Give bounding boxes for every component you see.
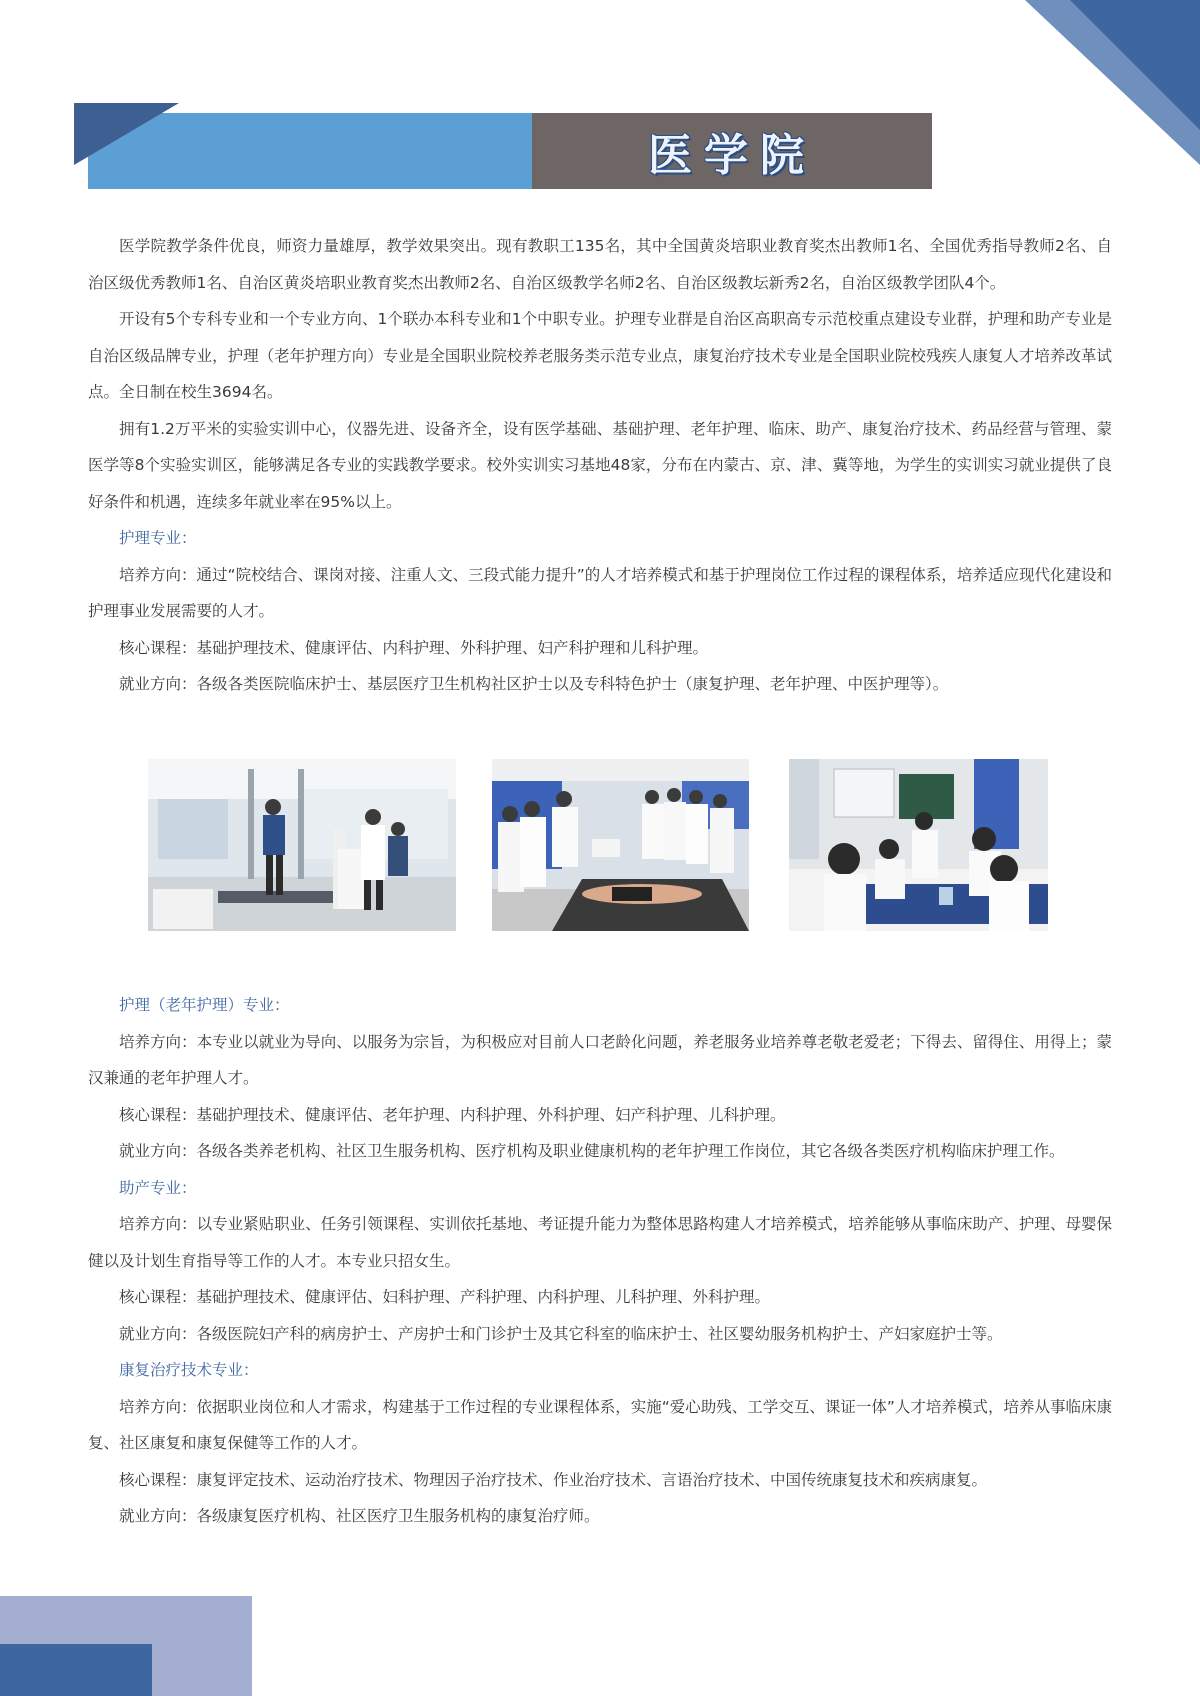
- nursing-practice-photo: [492, 759, 749, 931]
- major-courses: 核心课程：基础护理技术、健康评估、老年护理、内科护理、外科护理、妇产科护理、儿科护理。: [119, 1105, 786, 1124]
- major-heading-nursing: 护理专业：: [119, 529, 197, 547]
- major-heading-midwifery: 助产专业：: [119, 1178, 197, 1197]
- corner-decoration-bottom-left-dark: [0, 1644, 152, 1696]
- major-heading-rehabilitation: 康复治疗技术专业：: [119, 1361, 259, 1379]
- major-courses: 核心课程：基础护理技术、健康评估、妇科护理、产科护理、内科护理、儿科护理、外科护理。: [119, 1288, 771, 1306]
- intro-paragraph: 医学院教学条件优良，师资力量雄厚，教学效果突出。现有教职工135名，其中全国黄炎培职业教育奖杰出教师1名、全国优秀指导教师2名、自治区级优秀教师1名、自治区黄炎培职业教育奖杰出教师2名、自治区级教学名师2名、自治区级教坛新秀2名，自治区级教学团队4个。: [88, 237, 1112, 292]
- major-courses: 核心课程：基础护理技术、健康评估、内科护理、外科护理、妇产科护理和儿科护理。: [119, 638, 709, 657]
- major-heading-elderly-nursing: 护理（老年护理）专业：: [119, 996, 290, 1014]
- intro-paragraph: 拥有1.2万平米的实验实训中心，仪器先进、设备齐全，设有医学基础、基础护理、老年护理、临床、助产、康复治疗技术、药品经营与管理、蒙医学等8个实验实训区，能够满足各专业的实践教学要求。校外实训实习基地48家，分布在内蒙古、京、津、冀等地，为学生的实训实习就业提供了良好条件和机遇，连续多年就业率在95%以上。: [88, 419, 1112, 511]
- major-employment: 就业方向：各级医院妇产科的病房护士、产房护士和门诊护士及其它科室的临床护士、社区婴幼服务机构护士、产妇家庭护士等。: [119, 1324, 1003, 1343]
- major-employment: 就业方向：各级各类医院临床护士、基层医疗卫生机构社区护士以及专科特色护士（康复护理、老年护理、中医护理等）。: [119, 675, 949, 693]
- major-employment: 就业方向：各级各类养老机构、社区卫生服务机构、医疗机构及职业健康机构的老年护理工作岗位，其它各级各类医疗机构临床护理工作。: [119, 1142, 1065, 1160]
- majors-section: [88, 987, 1112, 1535]
- major-training: 培养方向：本专业以就业为导向、以服务为宗旨，为积极应对目前人口老龄化问题，养老服务业培养尊老敬老爱老；下得去、留得住、用得上；蒙汉兼通的老年护理人才。: [88, 1032, 1112, 1087]
- rehab-training-photo: [148, 759, 456, 931]
- major-training: 培养方向：依据职业岗位和人才需求，构建基于工作过程的专业课程体系，实施“爱心助残、工学交互、课证一体”人才培养模式，培养从事临床康复、社区康复和康复保健等工作的人才。: [88, 1397, 1112, 1452]
- major-training: 培养方向：通过“院校结合、课岗对接、注重人文、三段式能力提升”的人才培养模式和基于护理岗位工作过程的课程体系，培养适应现代化建设和护理事业发展需要的人才。: [88, 565, 1112, 620]
- major-courses: 核心课程：康复评定技术、运动治疗技术、物理因子治疗技术、作业治疗技术、言语治疗技术、中国传统康复技术和疾病康复。: [119, 1470, 988, 1489]
- major-employment: 就业方向：各级康复医疗机构、社区医疗卫生服务机构的康复治疗师。: [119, 1507, 600, 1525]
- lab-class-photo: [789, 759, 1048, 931]
- header-banner: [88, 113, 932, 189]
- corner-decoration-top-right-dark: [1070, 0, 1200, 130]
- major-training: 培养方向：以专业紧贴职业、任务引领课程、实训依托基地、考证提升能力为整体思路构建人才培养模式，培养能够从事临床助产、护理、母婴保健以及计划生育指导等工作的人才。本专业只招女生。: [88, 1215, 1112, 1270]
- banner-wedge: [74, 103, 179, 165]
- page-title: 医学院: [648, 130, 816, 181]
- intro-paragraph: 开设有5个专科专业和一个专业方向、1个联办本科专业和1个中职专业。护理专业群是自治区高职高专示范校重点建设专业群，护理和助产专业是自治区级品牌专业，护理（老年护理方向）专业是全国职业院校养老服务类示范专业点，康复治疗技术专业是全国职业院校残疾人康复人才培养改革试点。全日制在校生3694名。: [88, 310, 1112, 401]
- intro-section: [88, 228, 1112, 703]
